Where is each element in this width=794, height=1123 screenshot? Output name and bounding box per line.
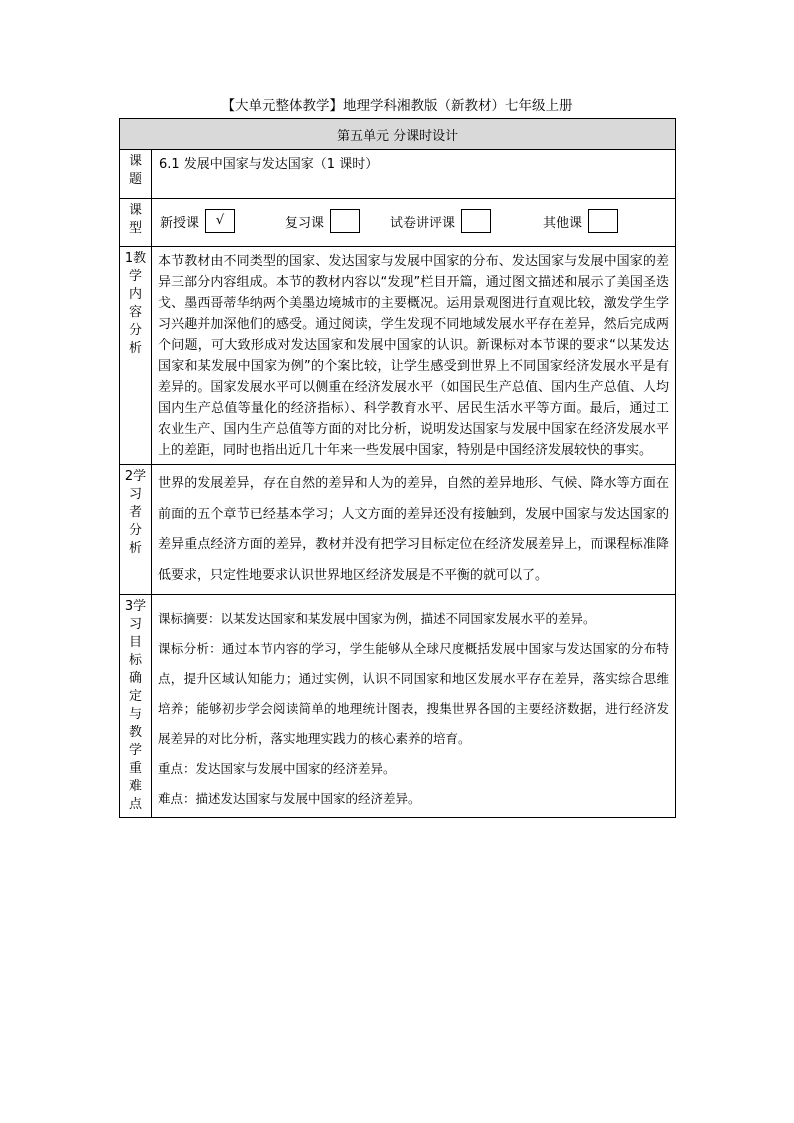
lesson-type-name: 新授课 [160, 215, 200, 231]
lesson-type-new[interactable] [160, 209, 285, 233]
topic-label: 课 题 [120, 150, 152, 199]
lesson-design-table [119, 118, 676, 818]
lesson-type-exam-review[interactable] [390, 209, 543, 233]
topic-value: 6.1 发展中国家与发达国家（1 课时） [152, 150, 676, 199]
standard-analysis: 课标分析：通过本节内容的学习，学生能够从全球尺度概括发展中国家与发达国家的分布特点，提升区域认知能力；通过实例，认识不同国家和地区发展水平存在差异，落实综合思维培养；能够初步学会阅读简单的地理统计图表，搜集世界各国的主要经济数据，进行经济发展差异的对比分析，落实地理实践力的核心素养的培育。 [158, 641, 670, 746]
key-point: 重点：发达国家与发展中国家的经济差异。 [158, 761, 396, 776]
goals-content [152, 595, 676, 818]
lesson-type-options [152, 199, 676, 247]
lesson-type-name: 试卷讲评课 [390, 215, 456, 231]
content-analysis-text: 本节教材由不同类型的国家、发达国家与发展中国家的分布、发达国家与发展中国家的差异三部分内容组成。本节的教材内容以“发现”栏目开篇，通过图文描述和展示了美国圣迭戈、墨西哥蒂华纳两个美墨边境城市的主要概况。运用景观图进行直观比较，激发学生学习兴趣并加深他们的感受。通过阅读，学生发现不同地域发展水平存在差异，然后完成两个问题，可大致形成对发达国家和发展中国家的认识。新课标对本节课的要求“以某发达国家和某发展中国家为例”的个案比较，让学生感受到世界上不同国家经济发展水平是有差异的。国家发展水平可以侧重在经济发展水平（如国民生产总值、国内生产总值、人均国内生产总值等量化的经济指标）、科学教育水平、居民生活水平等方面。最后，通过工农业生产、国内生产总值等方面的对比分析，说明发达国家与发展中国家在经济发展水平上的差距，同时也指出近几十年来一些发展中国家，特别是中国经济发展较快的事实。 [152, 247, 676, 465]
page-header: 【大单元整体教学】地理学科湘教版（新教材）七年级上册 [221, 98, 573, 114]
difficult-point: 难点：描述发达国家与发展中国家的经济差异。 [158, 791, 421, 806]
checkbox-empty[interactable] [330, 209, 360, 233]
learner-analysis-label: 2学 习 者 分 析 [120, 465, 152, 595]
standard-summary: 课标摘要：以某发达国家和某发展中国家为例，描述不同国家发展水平的差异。 [158, 611, 596, 626]
goals-label: 3学 习 目 标 确 定 与 教 学 重 难 点 [120, 595, 152, 818]
checkbox-checked[interactable]: √ [205, 209, 235, 233]
content-analysis-label: 1教 学 内 容 分 析 [120, 247, 152, 465]
lesson-type-name: 其他课 [543, 215, 583, 231]
learner-analysis-text: 世界的发展差异，存在自然的差异和人为的差异，自然的差异地形、气候、降水等方面在前面的五个章节已经基本学习；人文方面的差异还没有接触到，发展中国家与发达国家的差异重点经济方面的差异，教材并没有把学习目标定位在经济发展差异上，而课程标准降低要求，只定性地要求认识世界地区经济发展是不平衡的就可以了。 [152, 465, 676, 595]
lesson-type-other[interactable] [543, 209, 618, 233]
checkbox-empty[interactable] [588, 209, 618, 233]
unit-title: 第五单元 分课时设计 [120, 119, 676, 150]
lesson-type-label: 课 型 [120, 199, 152, 247]
lesson-type-name: 复习课 [285, 215, 325, 231]
lesson-type-review[interactable] [285, 209, 390, 233]
checkbox-empty[interactable] [461, 209, 491, 233]
